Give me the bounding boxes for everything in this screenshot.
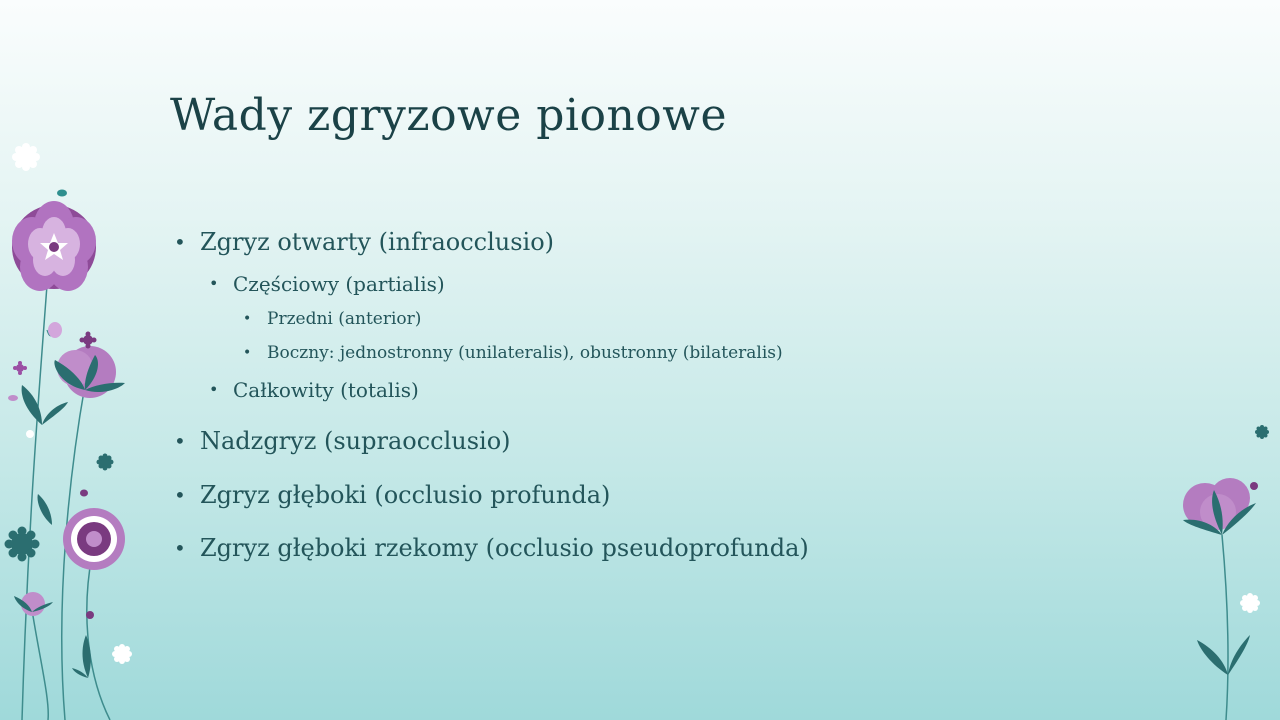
bullet-item: • Zgryz głęboki rzekomy (occlusio pseudoprofunda): [200, 534, 809, 562]
sub-bullet-item: • Całkowity (totalis): [233, 378, 419, 402]
bullet-item: • Nadzgryz (supraocclusio): [200, 427, 511, 455]
sub-bullet-item: • Częściowy (partialis): [233, 272, 445, 296]
sub-sub-bullet-item: • Boczny: jednostronny (unilateralis), obustronny (bilateralis): [267, 343, 783, 363]
bullet-item: • Zgryz głęboki (occlusio profunda): [200, 481, 610, 509]
sub-sub-bullet-item: • Przedni (anterior): [267, 309, 421, 329]
slide-title: Wady zgryzowe pionowe: [170, 90, 727, 141]
bullet-item: • Zgryz otwarty (infraocclusio): [200, 228, 554, 256]
